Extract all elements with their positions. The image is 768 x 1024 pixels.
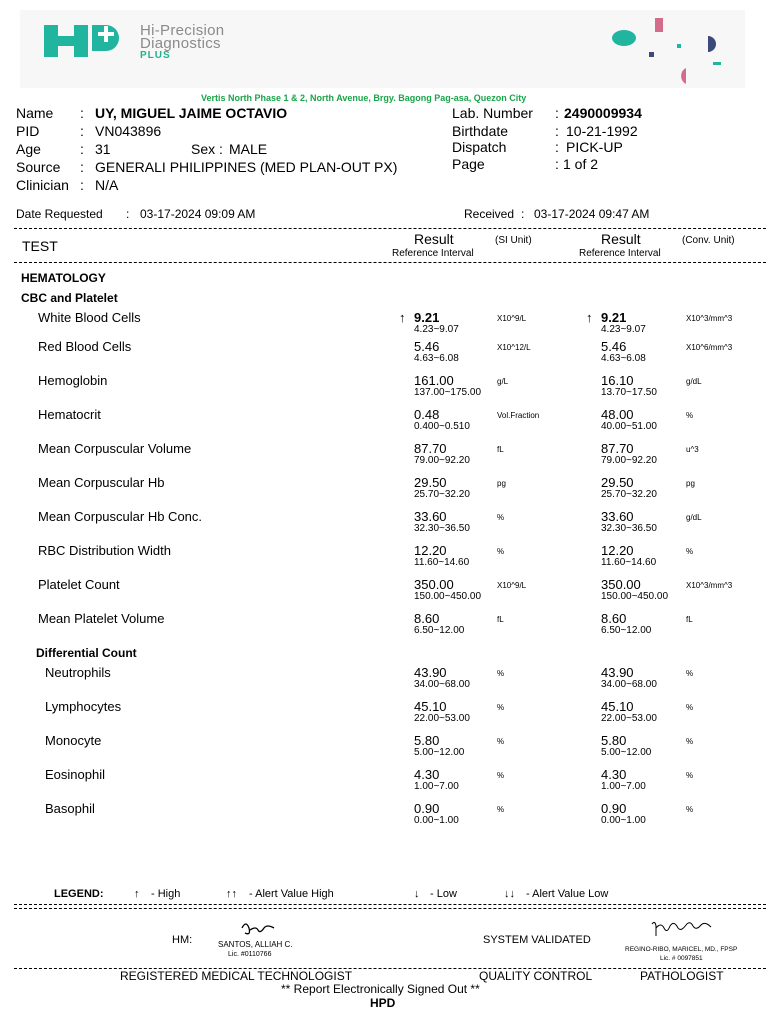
legend-title: LEGEND: bbox=[54, 888, 104, 900]
conv-unit: % bbox=[686, 737, 694, 746]
si-value: 8.60 bbox=[414, 611, 440, 626]
conv-unit: % bbox=[686, 411, 694, 420]
col-ref-si: Reference Interval bbox=[392, 248, 474, 259]
si-reference: 25.70~32.20 bbox=[414, 489, 470, 500]
role-medtech: REGISTERED MEDICAL TECHNOLOGIST bbox=[120, 969, 353, 983]
si-unit: fL bbox=[497, 445, 504, 454]
si-unit: % bbox=[497, 547, 505, 556]
signed-out-note: ** Report Electronically Signed Out ** bbox=[281, 982, 480, 996]
arrow-up-icon: ↑ bbox=[586, 310, 593, 325]
divider bbox=[14, 228, 766, 229]
received-label: Received bbox=[464, 207, 515, 221]
colon: : bbox=[80, 141, 84, 157]
patient-pid: VN043896 bbox=[95, 123, 162, 139]
birthdate: 10-21-1992 bbox=[566, 123, 638, 139]
si-reference: 4.23~9.07 bbox=[414, 324, 459, 335]
col-result-conv: Result bbox=[601, 231, 641, 247]
clinician-label: Clinician bbox=[16, 177, 69, 193]
dispatch: PICK-UP bbox=[566, 139, 623, 155]
si-value: 12.20 bbox=[414, 543, 447, 558]
conv-unit: % bbox=[686, 669, 694, 678]
test-name: Mean Corpuscular Hb bbox=[38, 475, 165, 490]
col-result-si: Result bbox=[414, 231, 454, 247]
colon: : bbox=[80, 123, 84, 139]
test-name: Hematocrit bbox=[38, 407, 101, 422]
conv-value: 5.80 bbox=[601, 733, 627, 748]
si-value: 5.46 bbox=[414, 339, 440, 354]
si-reference: 150.00~450.00 bbox=[414, 591, 482, 602]
si-reference: 11.60~14.60 bbox=[414, 557, 470, 568]
conv-unit: % bbox=[686, 771, 694, 780]
conv-value: 33.60 bbox=[601, 509, 634, 524]
si-value: 9.21 bbox=[414, 310, 440, 325]
conv-unit: X10^3/mm^3 bbox=[686, 314, 733, 323]
conv-unit: X10^3/mm^3 bbox=[686, 581, 733, 590]
clinic-address: Vertis North Phase 1 & 2, North Avenue, Brgy. Bagong Pag-asa, Quezon City bbox=[201, 93, 527, 103]
divider bbox=[14, 908, 766, 909]
si-reference: 5.00~12.00 bbox=[414, 747, 465, 758]
colon: : bbox=[555, 156, 559, 172]
legend-high: - High bbox=[151, 888, 181, 900]
conv-unit: % bbox=[686, 805, 694, 814]
test-name: Lymphocytes bbox=[45, 699, 122, 714]
conv-value: 16.10 bbox=[601, 373, 634, 388]
si-reference: 4.63~6.08 bbox=[414, 353, 459, 364]
colon: : bbox=[555, 123, 559, 139]
si-unit: g/L bbox=[497, 377, 509, 386]
arrow-up-icon: ↑ bbox=[134, 888, 140, 900]
si-value: 0.48 bbox=[414, 407, 440, 422]
conv-value: 12.20 bbox=[601, 543, 634, 558]
conv-reference: 22.00~53.00 bbox=[601, 713, 657, 724]
brand-line2: Diagnostics bbox=[140, 35, 221, 52]
si-reference: 32.30~36.50 bbox=[414, 523, 470, 534]
si-unit: % bbox=[497, 737, 505, 746]
arrow-up-icon: ↑ bbox=[399, 310, 406, 325]
page-label: Page bbox=[452, 156, 485, 172]
double-arrow-down-icon: ↓↓ bbox=[504, 888, 515, 900]
conv-reference: 11.60~14.60 bbox=[601, 557, 657, 568]
si-unit: % bbox=[497, 513, 505, 522]
brand-line1: Hi-Precision bbox=[140, 22, 225, 39]
divider bbox=[14, 262, 766, 263]
col-si-unit: (SI Unit) bbox=[495, 235, 532, 246]
conv-reference: 13.70~17.50 bbox=[601, 387, 657, 398]
si-reference: 79.00~92.20 bbox=[414, 455, 470, 466]
page-number: 1 of 2 bbox=[563, 156, 599, 172]
patient-sex: MALE bbox=[229, 141, 268, 157]
si-value: 350.00 bbox=[414, 577, 454, 592]
conv-reference: 32.30~36.50 bbox=[601, 523, 657, 534]
conv-value: 9.21 bbox=[601, 310, 627, 325]
system-validated: SYSTEM VALIDATED bbox=[483, 934, 591, 946]
date-requested: 03-17-2024 09:09 AM bbox=[140, 207, 256, 221]
si-value: 87.70 bbox=[414, 441, 447, 456]
conv-reference: 1.00~7.00 bbox=[601, 781, 646, 792]
si-unit: fL bbox=[497, 615, 504, 624]
si-unit: % bbox=[497, 805, 505, 814]
section-differential: Differential Count bbox=[36, 646, 137, 660]
conv-value: 8.60 bbox=[601, 611, 627, 626]
si-unit: % bbox=[497, 771, 505, 780]
si-unit: pg bbox=[497, 479, 506, 488]
medtech-name: SANTOS, ALLIAH C. bbox=[218, 940, 293, 949]
hm-label: HM: bbox=[172, 934, 193, 946]
pathologist-license: Lic. # 0097851 bbox=[660, 955, 703, 962]
si-value: 0.90 bbox=[414, 801, 440, 816]
test-name: Mean Corpuscular Volume bbox=[38, 441, 192, 456]
conv-unit: g/dL bbox=[686, 513, 702, 522]
brand-plus: PLUS bbox=[140, 50, 171, 61]
conv-value: 48.00 bbox=[601, 407, 634, 422]
birthdate-label: Birthdate bbox=[452, 123, 509, 139]
si-unit: Vol.Fraction bbox=[497, 411, 540, 420]
si-value: 29.50 bbox=[414, 475, 447, 490]
si-reference: 1.00~7.00 bbox=[414, 781, 459, 792]
patient-clinician: N/A bbox=[95, 177, 119, 193]
role-pathologist: PATHOLOGIST bbox=[640, 969, 724, 983]
conv-unit: g/dL bbox=[686, 377, 702, 386]
si-reference: 137.00~175.00 bbox=[414, 387, 482, 398]
conv-unit: X10^6/mm^3 bbox=[686, 343, 733, 352]
test-name: Neutrophils bbox=[45, 665, 111, 680]
conv-reference: 6.50~12.00 bbox=[601, 625, 652, 636]
test-name: Mean Corpuscular Hb Conc. bbox=[38, 509, 203, 524]
received-date: 03-17-2024 09:47 AM bbox=[534, 207, 650, 221]
si-value: 45.10 bbox=[414, 699, 447, 714]
colon: : bbox=[126, 207, 130, 221]
colon: : bbox=[80, 105, 84, 121]
pathologist-name: REGINO-RIBO, MARICEL, MD., FPSP bbox=[625, 946, 738, 953]
dispatch-label: Dispatch bbox=[452, 139, 507, 155]
col-ref-conv: Reference Interval bbox=[579, 248, 661, 259]
si-unit: X10^12/L bbox=[497, 343, 531, 352]
colon: : bbox=[80, 159, 84, 175]
test-name: White Blood Cells bbox=[38, 310, 141, 325]
test-name: Hemoglobin bbox=[38, 373, 108, 388]
legend-low: - Low bbox=[430, 888, 457, 900]
conv-reference: 0.00~1.00 bbox=[601, 815, 646, 826]
pathologist-signature-icon bbox=[648, 918, 718, 940]
si-value: 43.90 bbox=[414, 665, 447, 680]
conv-unit: pg bbox=[686, 479, 695, 488]
conv-value: 5.46 bbox=[601, 339, 627, 354]
si-reference: 6.50~12.00 bbox=[414, 625, 465, 636]
colon: : bbox=[521, 207, 525, 221]
section-cbc: CBC and Platelet bbox=[21, 291, 118, 305]
conv-reference: 4.63~6.08 bbox=[601, 353, 646, 364]
conv-value: 45.10 bbox=[601, 699, 634, 714]
legend-alert-high: - Alert Value High bbox=[249, 888, 334, 900]
patient-age: 31 bbox=[95, 141, 111, 157]
lab-number: 2490009934 bbox=[564, 105, 642, 121]
si-unit: X10^9/L bbox=[497, 314, 527, 323]
colon: : bbox=[80, 177, 84, 193]
test-name: Red Blood Cells bbox=[38, 339, 132, 354]
arrow-down-icon: ↓ bbox=[414, 888, 420, 900]
section-hematology: HEMATOLOGY bbox=[21, 271, 106, 285]
conv-reference: 150.00~450.00 bbox=[601, 591, 669, 602]
test-name: Platelet Count bbox=[38, 577, 120, 592]
conv-unit: % bbox=[686, 547, 694, 556]
si-reference: 22.00~53.00 bbox=[414, 713, 470, 724]
medtech-signature-icon bbox=[240, 920, 276, 938]
conv-value: 29.50 bbox=[601, 475, 634, 490]
si-value: 161.00 bbox=[414, 373, 454, 388]
role-quality-control: QUALITY CONTROL bbox=[479, 969, 593, 983]
si-reference: 0.400~0.510 bbox=[414, 421, 470, 432]
name-label: Name bbox=[16, 105, 54, 121]
si-value: 33.60 bbox=[414, 509, 447, 524]
conv-value: 0.90 bbox=[601, 801, 627, 816]
colon: : bbox=[555, 105, 559, 121]
si-reference: 0.00~1.00 bbox=[414, 815, 459, 826]
conv-reference: 34.00~68.00 bbox=[601, 679, 657, 690]
si-unit: X10^9/L bbox=[497, 581, 527, 590]
conv-reference: 25.70~32.20 bbox=[601, 489, 657, 500]
conv-value: 350.00 bbox=[601, 577, 641, 592]
conv-reference: 4.23~9.07 bbox=[601, 324, 646, 335]
colon: : bbox=[555, 139, 559, 155]
col-test: TEST bbox=[22, 238, 58, 254]
test-name: Basophil bbox=[45, 801, 95, 816]
age-label: Age bbox=[16, 141, 41, 157]
conv-reference: 79.00~92.20 bbox=[601, 455, 657, 466]
si-value: 4.30 bbox=[414, 767, 440, 782]
date-requested-label: Date Requested bbox=[16, 207, 103, 221]
si-unit: % bbox=[497, 703, 505, 712]
conv-unit: fL bbox=[686, 615, 693, 624]
patient-source: GENERALI PHILIPPINES (MED PLAN-OUT PX) bbox=[95, 159, 398, 175]
si-value: 5.80 bbox=[414, 733, 440, 748]
double-arrow-up-icon: ↑↑ bbox=[226, 888, 237, 900]
conv-unit: u^3 bbox=[686, 445, 699, 454]
conv-reference: 5.00~12.00 bbox=[601, 747, 652, 758]
divider bbox=[14, 904, 766, 905]
lab-number-label: Lab. Number bbox=[452, 105, 533, 121]
test-name: RBC Distribution Width bbox=[38, 543, 171, 558]
decorative-shapes-icon bbox=[605, 14, 730, 86]
test-name: Monocyte bbox=[45, 733, 102, 748]
conv-unit: % bbox=[686, 703, 694, 712]
legend-alert-low: - Alert Value Low bbox=[526, 888, 609, 900]
source-label: Source bbox=[16, 159, 61, 175]
sex-label: Sex : bbox=[191, 141, 223, 157]
medtech-license: Lic. #0110766 bbox=[228, 951, 272, 958]
si-reference: 34.00~68.00 bbox=[414, 679, 470, 690]
conv-value: 4.30 bbox=[601, 767, 627, 782]
footer-code: HPD bbox=[370, 996, 396, 1010]
conv-value: 43.90 bbox=[601, 665, 634, 680]
conv-value: 87.70 bbox=[601, 441, 634, 456]
test-name: Mean Platelet Volume bbox=[38, 611, 165, 626]
conv-reference: 40.00~51.00 bbox=[601, 421, 657, 432]
test-name: Eosinophil bbox=[45, 767, 105, 782]
hp-logo bbox=[44, 22, 122, 60]
si-unit: % bbox=[497, 669, 505, 678]
col-conv-unit: (Conv. Unit) bbox=[682, 235, 735, 246]
patient-name: UY, MIGUEL JAIME OCTAVIO bbox=[95, 105, 288, 121]
pid-label: PID bbox=[16, 123, 40, 139]
